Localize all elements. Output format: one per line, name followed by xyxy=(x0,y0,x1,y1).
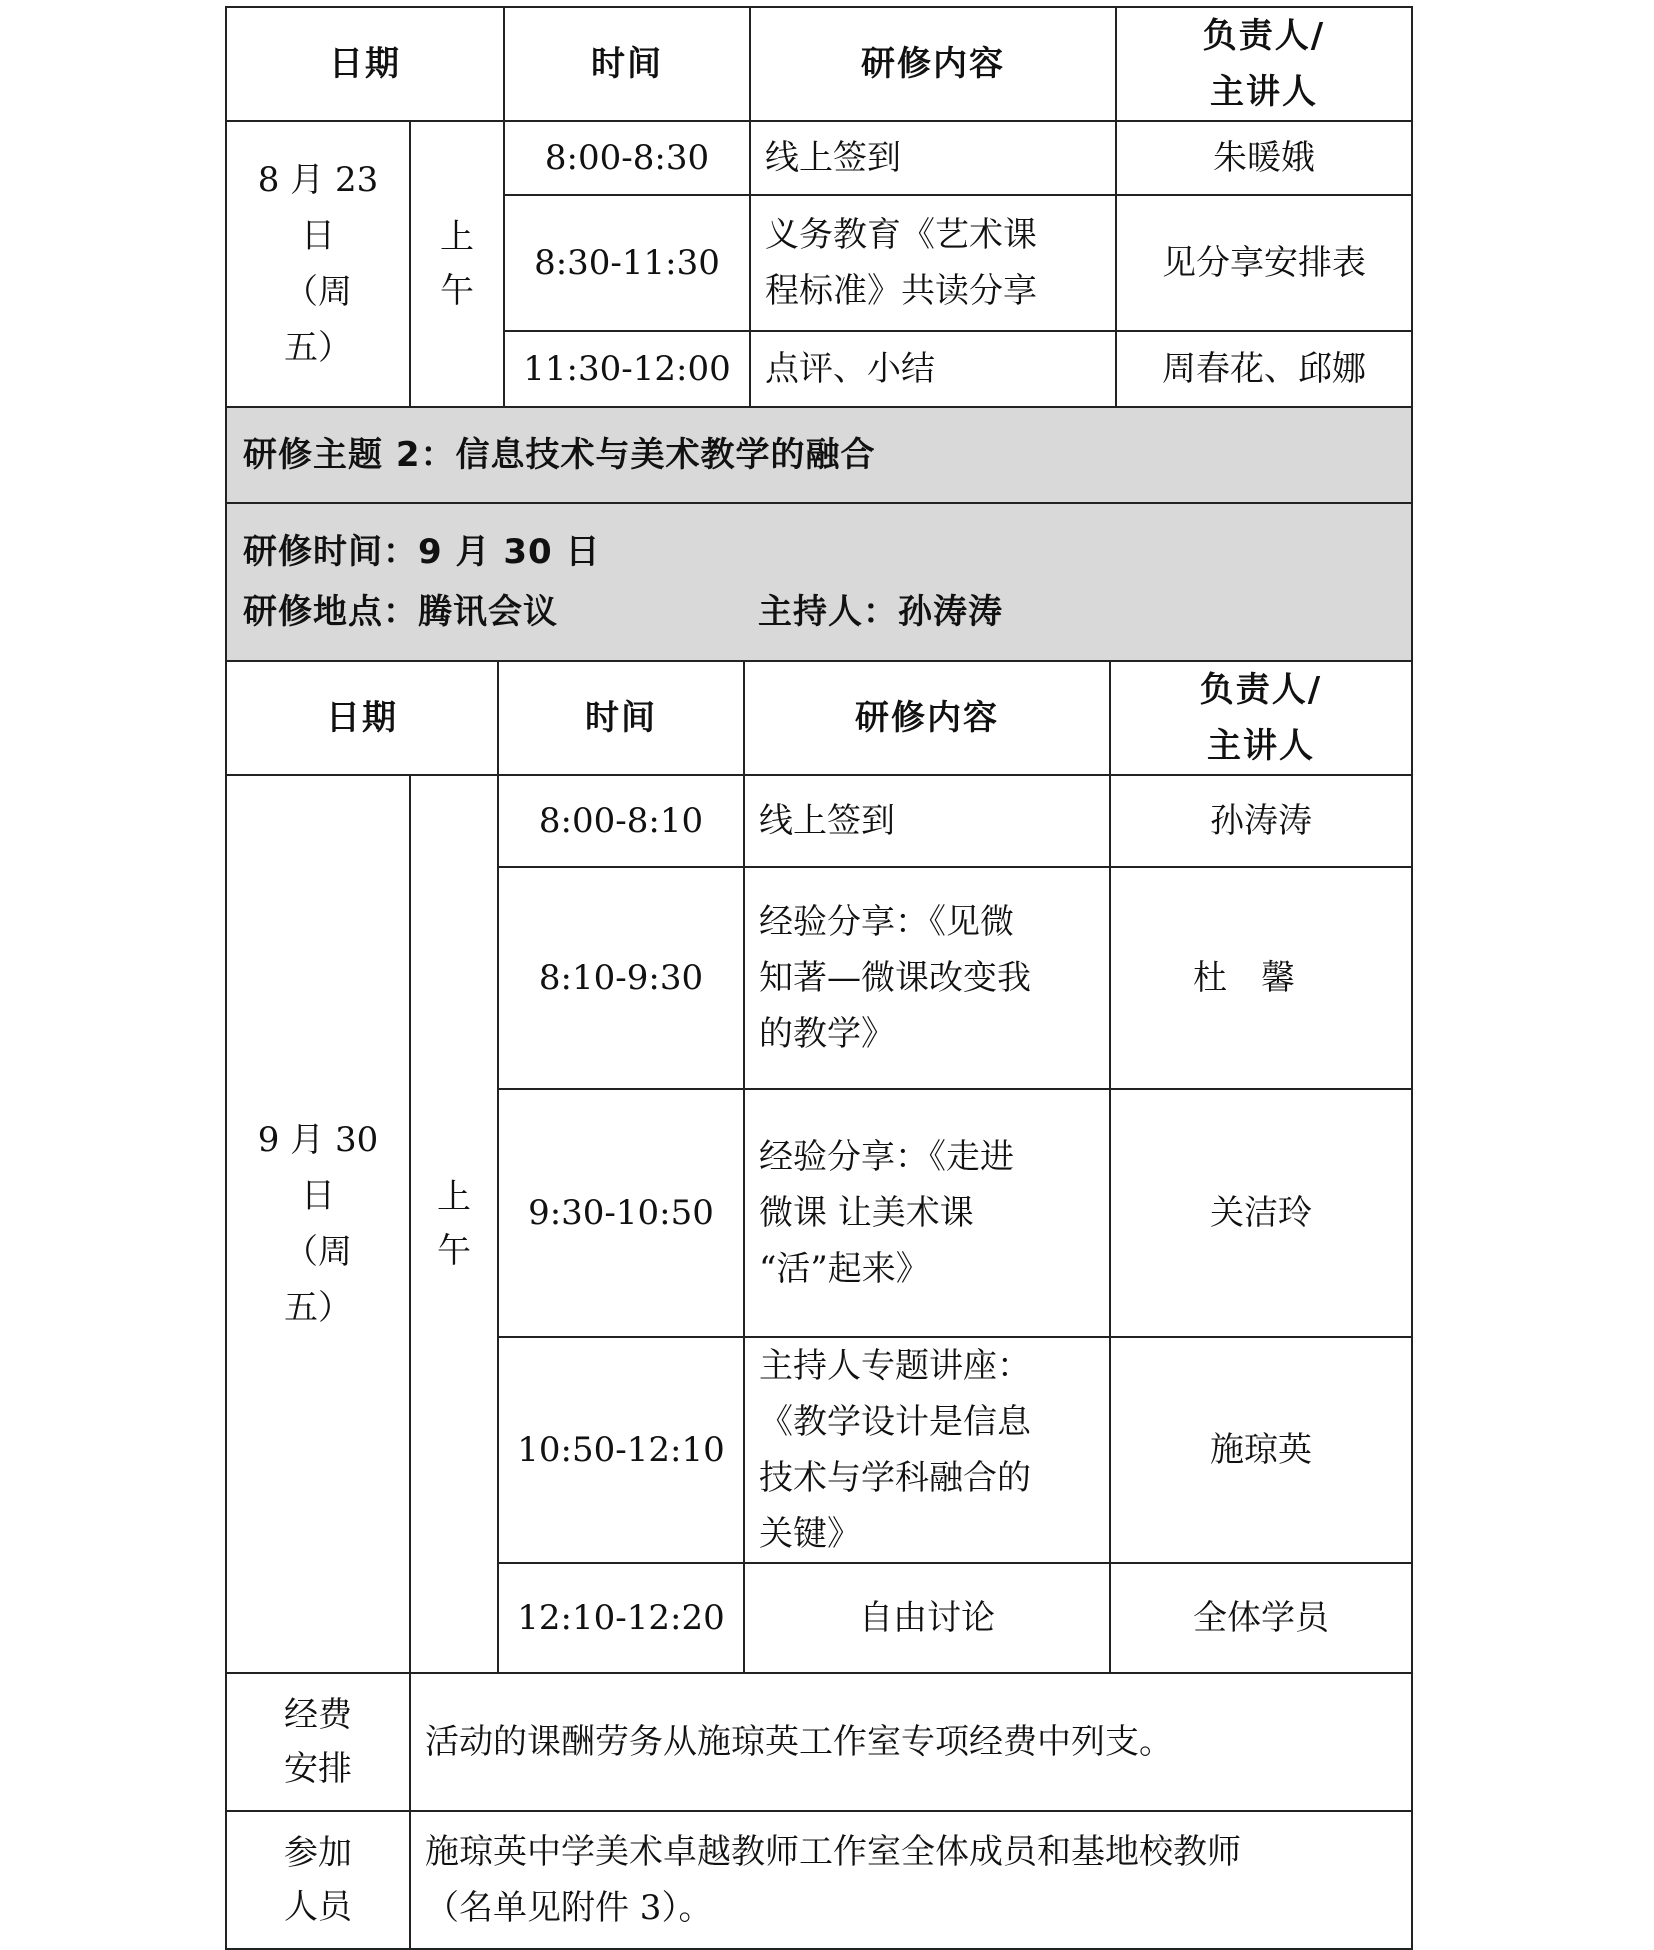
owner-cell: 见分享安排表 xyxy=(1116,195,1412,331)
time-cell: 8:00-8:30 xyxy=(504,121,750,195)
content-line: 《教学设计是信息 xyxy=(759,1402,1031,1442)
content-line: 关键》 xyxy=(759,1514,861,1554)
time-cell: 12:10-12:20 xyxy=(498,1563,744,1673)
content-line: 主持人专题讲座： xyxy=(759,1346,1031,1386)
time-cell: 8:00-8:10 xyxy=(498,775,744,867)
content-cell xyxy=(744,1337,1110,1563)
topic-title: 研修主题 2：信息技术与美术教学的融合 xyxy=(226,407,1412,503)
header-time: 时间 xyxy=(498,661,744,775)
owner-name: 杜馨 xyxy=(1193,958,1329,998)
content-line: 经验分享：《走进 xyxy=(759,1137,1014,1177)
content-line: 知著—微课改变我 xyxy=(759,958,1031,998)
period-line: 上 xyxy=(437,1177,471,1217)
owner-cell: 周春花、邱娜 xyxy=(1116,331,1412,407)
funding-text: 活动的课酬劳务从施琼英工作室专项经费中列支。 xyxy=(410,1673,1412,1811)
schedule-table-2 xyxy=(225,660,1413,1950)
period-line: 午 xyxy=(440,271,474,311)
time-cell: 10:50-12:10 xyxy=(498,1337,744,1563)
date-line: 9 月 30 xyxy=(257,1120,379,1160)
period-cell xyxy=(410,121,504,407)
content-cell: 线上签到 xyxy=(744,775,1110,867)
content-cell xyxy=(744,1089,1110,1337)
date-line: 8 月 23 xyxy=(257,160,379,200)
content-cell: 点评、小结 xyxy=(750,331,1116,407)
content-line: 微课 让美术课 xyxy=(759,1193,974,1233)
header-owner xyxy=(1110,661,1412,775)
table-row xyxy=(226,775,1412,867)
header-time: 时间 xyxy=(504,7,750,121)
period-cell xyxy=(410,775,498,1673)
content-cell: 线上签到 xyxy=(750,121,1116,195)
time-cell: 8:30-11:30 xyxy=(504,195,750,331)
content-cell xyxy=(744,867,1110,1089)
participants-label-line: 人员 xyxy=(284,1887,352,1927)
header-content: 研修内容 xyxy=(744,661,1110,775)
date-line: 五） xyxy=(284,328,352,368)
header-date: 日期 xyxy=(226,7,504,121)
session-time: 研修时间：9 月 30 日 xyxy=(243,532,601,572)
owner-cell: 全体学员 xyxy=(1110,1563,1412,1673)
participants-line: （名单见附件 3）。 xyxy=(425,1888,713,1928)
header-date: 日期 xyxy=(226,661,498,775)
date-line: 五） xyxy=(284,1288,352,1328)
time-cell: 8:10-9:30 xyxy=(498,867,744,1089)
info-cell xyxy=(226,503,1412,661)
participants-row xyxy=(226,1811,1412,1949)
table2-header-row xyxy=(226,661,1412,775)
info-band xyxy=(226,503,1412,661)
time-cell: 9:30-10:50 xyxy=(498,1089,744,1337)
topic-band xyxy=(226,407,1412,503)
date-line: （周 xyxy=(284,272,352,312)
funding-label xyxy=(226,1673,410,1811)
date-cell xyxy=(226,121,410,407)
table1-header-row xyxy=(226,7,1412,121)
session-place-line xyxy=(243,582,1397,642)
owner-cell: 朱暖娥 xyxy=(1116,121,1412,195)
header-content: 研修内容 xyxy=(750,7,1116,121)
session-place: 研修地点：腾讯会议 xyxy=(243,592,558,632)
owner-cell xyxy=(1110,867,1412,1089)
date-line: （周 xyxy=(284,1232,352,1272)
participants-label xyxy=(226,1811,410,1949)
content-line: 义务教育《艺术课 xyxy=(765,215,1037,255)
header-owner-line1: 负责人/ xyxy=(1199,670,1323,710)
content-cell: 自由讨论 xyxy=(744,1563,1110,1673)
funding-label-line: 安排 xyxy=(284,1749,352,1789)
funding-row xyxy=(226,1673,1412,1811)
table-row xyxy=(226,121,1412,195)
participants-line: 施琼英中学美术卓越教师工作室全体成员和基地校教师 xyxy=(425,1832,1241,1872)
content-line: 的教学》 xyxy=(759,1014,895,1054)
owner-cell: 施琼英 xyxy=(1110,1337,1412,1563)
content-line: 技术与学科融合的 xyxy=(759,1458,1031,1498)
session-host: 主持人：孙涛涛 xyxy=(758,592,1003,632)
header-owner-line2: 主讲人 xyxy=(1210,72,1318,112)
header-owner-line1: 负责人/ xyxy=(1202,16,1326,56)
header-owner xyxy=(1116,7,1412,121)
content-line: “活”起来》 xyxy=(759,1249,930,1289)
content-line: 程标准》共读分享 xyxy=(765,271,1037,311)
funding-label-line: 经费 xyxy=(284,1695,352,1735)
period-line: 午 xyxy=(437,1231,471,1271)
date-cell xyxy=(226,775,410,1673)
participants-text xyxy=(410,1811,1412,1949)
schedule-document xyxy=(225,6,1411,1950)
participants-label-line: 参加 xyxy=(284,1833,352,1873)
content-line: 经验分享：《见微 xyxy=(759,902,1014,942)
date-line: 日 xyxy=(301,1176,335,1216)
period-line: 上 xyxy=(440,217,474,257)
content-cell xyxy=(750,195,1116,331)
date-line: 日 xyxy=(301,216,335,256)
header-owner-line2: 主讲人 xyxy=(1207,726,1315,766)
owner-cell: 孙涛涛 xyxy=(1110,775,1412,867)
owner-cell: 关洁玲 xyxy=(1110,1089,1412,1337)
time-cell: 11:30-12:00 xyxy=(504,331,750,407)
schedule-table-1 xyxy=(225,6,1413,662)
